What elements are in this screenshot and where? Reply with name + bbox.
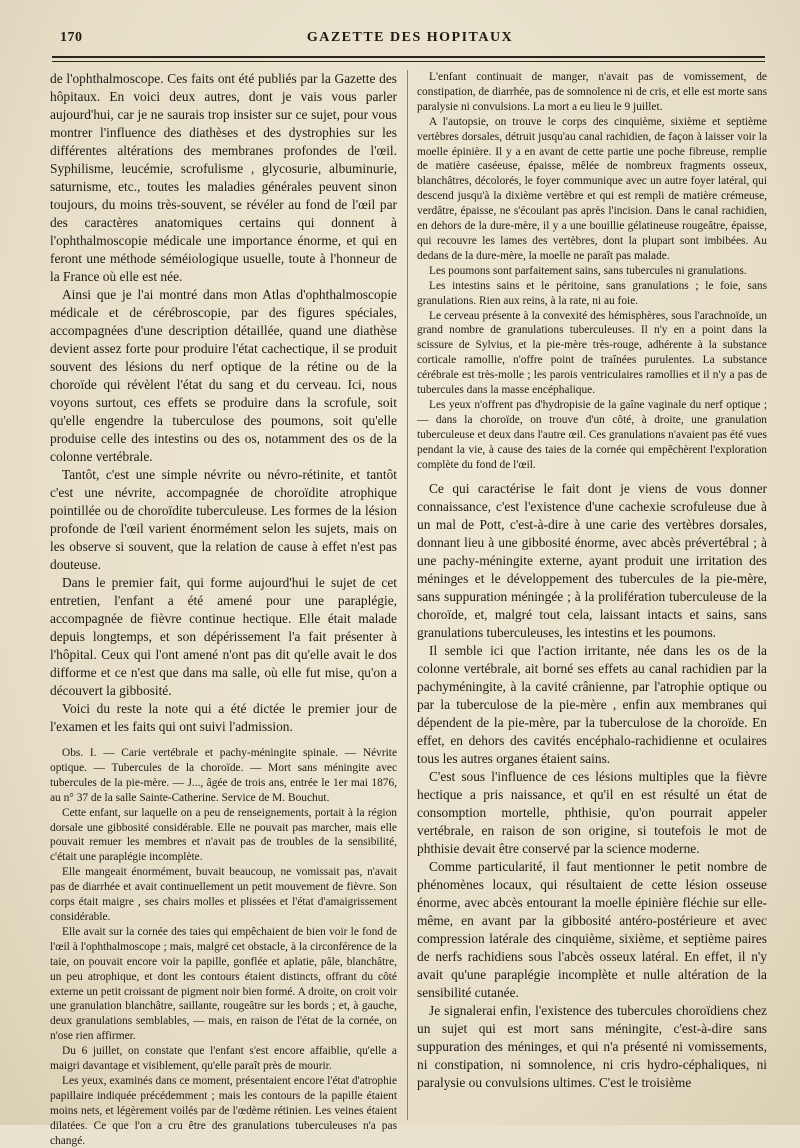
observation-heading: Obs. I. — Carie vertébrale et pachy-méningite spinale. — Névrite optique. — Tubercules de la choroïde. — Mort sans méningite avec tubercules de la pie-mère. — J..., âgée de trois ans, entrée le 1er mai 1876, au n° 37 de la salle Sainte-Catherine. Service de M. Bouchut. [50,747,397,804]
observation-paragraph: Elle mangeait énormément, buvait beaucoup, ne vomissait pas, n'avait pas de diarrhée et avait continuellement un petit mouvement de fièvre. Son corps était maigre , ses chairs molles et plissées et l'état d'amaigrissement considérable. [50,866,397,923]
body-paragraph: Ainsi que je l'ai montré dans mon Atlas d'ophthalmoscopie médicale et de cérébroscopie, par des figures spéciales, accompagnées d'une description détaillée, quand une diathèse devient assez forte pour produire l'état cachectique, il se produit souvent des lésions du nerf optique de la rétine ou de la choroïde qui révèlent l'état du sang et du cerveau. Ici, nous voyons surtout, ces effets se produire dans la scrofule, soit qu'elle engendre la tuberculose des poumons, soit qu'elle produise celle des intestins ou des os, notamment des os de la colonne vertébrale. [50,287,397,464]
running-header [60,30,760,50]
observation-paragraph: Les yeux, examinés dans ce moment, présentaient encore l'état d'atrophie papillaire indiquée précédemment ; mais les contours de la papille étaient moins nets, et légèrement voilés par de l'œdème rétinien. Les veines étaient dilatées. Ce que l'on a cru être des granulations tuberculeuses n'a pas changé. [50,1074,397,1147]
page-number: 170 [60,30,83,45]
header-rule-thin [52,61,765,62]
observation-paragraph: Les intestins sains et le péritoine, sans granulations ; le foie, sans granulations. Rien aux reins, à la rate, ni au foie. [417,279,767,307]
left-column [50,70,397,1148]
observation-paragraph: Du 6 juillet, on constate que l'enfant s'est encore affaiblie, qu'elle a maigri davantage et visiblement, qu'elle paraît près de mourir. [50,1045,397,1073]
body-paragraph: Voici du reste la note qui a été dictée le premier jour de l'examen et les faits qui ont suivi l'admission. [50,701,397,734]
observation-paragraph: L'enfant continuait de manger, n'avait pas de vomissement, de constipation, de diarrhée, pas de somnolence ni de cris, et elle est morte sans paralysie ni convulsions. La mort a eu lieu le 9 juillet. [417,71,767,113]
observation-paragraph: Cette enfant, sur laquelle on a peu de renseignements, portait à la région dorsale une gibbosité considérable. Elle ne pouvait pas marcher, mais elle pouvait remuer les membres et n'avait pas de troubles de la sensibilité, c'était une paraplégie incomplète. [50,806,397,864]
observation-paragraph: Le cerveau présente à la convexité des hémisphères, sous l'arachnoïde, un grand nombre de granulations tuberculeuses. Il n'y en a point dans la scissure de Sylvius, et la pie-mère très-rouge, adhérente à la substance corticale ramollie, n'offre point de traînées purulentes. La substance cérébrale est très-molle ; les parois ventriculaires ramollies et il n'y a pas de tubercules dans la masse encéphalique. [417,309,767,397]
body-paragraph: Comme particularité, il faut mentionner le petit nombre de phénomènes locaux, qui résultaient de cette lésion osseuse énorme, avec abcès entourant la moelle épinière fléchie sur elle-même, en avant par la gibbosité antéro-postérieure et avec compression latérale des cinquième, sixième, et septième paires de nerfs rachidiens sous l'abcès osseux latéral. En effet, il n'y avait qu'une paraplégie incomplète et nulle altération de la sensibilité cutanée. [417,859,767,1001]
observation-paragraph: Les poumons sont parfaitement sains, sans tubercules ni granulations. [429,264,747,277]
body-paragraph: C'est sous l'influence de ces lésions multiples que la fièvre hectique a pris naissance, et qu'il en est résulté un état de consomption mortelle, phthisie, qu'on pourrait appeler vertébrale, en raison de son origine, si toutefois le mot de phthisie devait être conservé par la science moderne. [417,769,767,857]
body-paragraph: Je signalerai enfin, l'existence des tubercules choroïdiens chez un sujet qui est mort sans méningite, c'est-à-dire sans suppuration des méninges, et qui n'a présenté ni vomissements, ni constipation, ni somnolence, ni cris hydro-céphaliques, ni paralysie ou convulsions ultimes. C'est le troisième [417,1003,767,1091]
body-paragraph: Dans le premier fait, qui forme aujourd'hui le sujet de cet entretien, l'enfant a été amené pour une paraplégie, accompagnée de fièvre continue hectique. Elle était malade depuis longtemps, et son dépérissement l'a fait présenter à l'hôpital. Ceux qui l'ont amené n'ont pas dit qu'elle avait le dos difforme et ce n'est que dans ma salle, où elle fut mise, qu'on a découvert la gibbosité. [50,575,397,698]
observation-paragraph: A l'autopsie, on trouve le corps des cinquième, sixième et septième vertèbres dorsales, détruit jusqu'au canal rachidien, de façon à laisser voir la moelle épinière. Il y a en avant de cette partie une poche fibreuse, remplie de matière caséeuse, épaisse, mêlée de nombreux fragments osseux, blanchâtres, décolorés, le foyer communique avec un autre foyer latéral, qui descend jusqu'à la dixième vertèbre et qui est rempli de matière crémeuse, verdâtre, épaisse, ne s'écoulant pas après l'incision. Dans le canal rachidien, en dehors de la dure-mère, il y a une bouillie gélatineuse rougeâtre, épaisse, qui recouvre les lames des vertèbres, dont la plupart sont imbibées. Au dedans de la dure-mère, la moelle ne paraît pas malade. [417,115,767,262]
observation-paragraph: Les yeux n'offrent pas d'hydropisie de la gaîne vaginale du nerf optique ; — dans la choroïde, on trouve d'un côté, à droite, une granulation tuberculeuse et deux dans l'autre œil. Ces granulations n'avaient pas été vues pendant la vie, à cause des taies de la cornée qui empêchèrent l'exploration complète du fond de l'œil. [417,398,767,471]
header-rule-thick [52,56,765,58]
body-paragraph: de l'ophthalmoscope. Ces faits ont été publiés par la Gazette des hôpitaux. En voici deux autres, dont je vais vous parler aujourd'hui, car je ne saurais trop insister sur ce sujet, pour vous montrer l'influence des diathèses et des dystrophies sur les différentes altérations des membranes profondes de l'œil. Syphilisme, leucémie, scrofulisme , glycosurie, albuminurie, saturnisme, etc., toutes les maladies générales peuvent sinon toujours, du moins très-souvent, se révéler au fond de l'œil par des caractères anatomiques certains qui donnent à l'ophthalmoscopie médicale une importance énorme, et qui en feront une méthode séméiologique usuelle, toute à l'honneur de la France où elle est née. [50,71,397,284]
journal-title: GAZETTE DES HOPITAUX [306,30,514,45]
spacer [50,736,397,746]
observation-paragraph: Elle avait sur la cornée des taies qui empêchaient de bien voir le fond de l'œil à l'ophthalmoscope ; mais, malgré cet obstacle, à la circonférence de la taie, on pouvait encore voir la papille, gonflée et aplatie, pâle, blanchâtre, un peu atrophique, et dont les contours étaient distincts, offrant du côté externe un petit croissant de pigment noir bien formé. A droite, on croit voir une granulation blanchâtre, saillante, rougeâtre sur les bords ; et, à gauche, deux granulations semblables, — mais, en raison de l'état de la cornée, on n'ose rien affirmer. [50,925,397,1043]
body-paragraph: Il semble ici que l'action irritante, née dans les os de la colonne vertébrale, ait borné ses effets au canal rachidien par la pachyméningite, à la cavité crânienne, par l'atrophie optique ou par la tuberculose de la pie-mère , enfin aux membranes qui dépendent de la pie-mère, par la tuberculose de la choroïde. En effet, en dehors des cavités encéphalo-rachidienne et oculaires tous les autres organes étaient sains. [417,643,767,767]
body-paragraph: Tantôt, c'est une simple névrite ou névro-rétinite, et tantôt c'est une névrite, accompagnée de choroïdite atrophique pointillée ou de choroïdite tuberculeuse. Les formes de la lésion profonde de l'œil varient énormément selon les sujets, mais on les observe si souvent, que la relation de cause à effet n'est pas douteuse. [50,467,397,572]
body-paragraph: Ce qui caractérise le fait dont je viens de vous donner connaissance, c'est l'existence d'une cachexie scrofuleuse due à un mal de Pott, c'est-à-dire à une carie des vertèbres dorsales, donnant lieu à une gibbosité énorme, avec abcès prévertébral ; à une pachy-méningite externe, ayant produit une irritation des méninges et le développement des tubercules de la pie-mère, sans suppuration méningée ; à la prolifération tuberculeuse de la choroïde, et, malgré tout cela, laissant intacts et sains, sans granulations tuberculeuses, les intestins et les poumons. [417,481,767,641]
column-divider [407,70,408,1120]
spacer [417,472,767,480]
right-column [417,70,767,1092]
